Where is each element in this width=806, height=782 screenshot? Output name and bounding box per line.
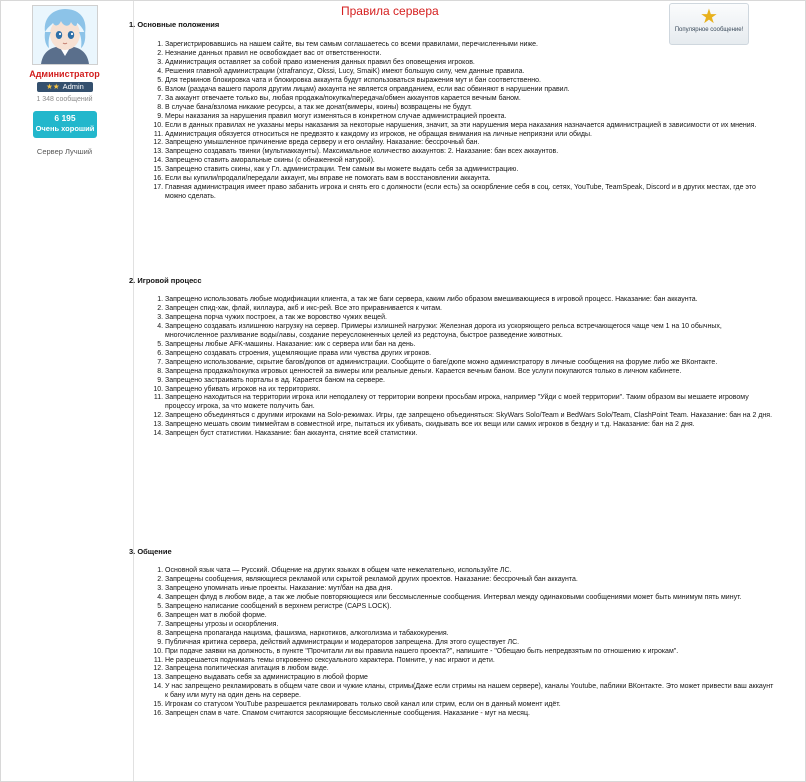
popular-post-badge: [669, 3, 749, 45]
rule-item: 5. Для терминов блокировка чата и блокировка аккаунта будут использоваться выражения мут и бан соответственно.: [165, 77, 777, 86]
rule-item: 9. Меры наказания за нарушения правил могут изменяться в конкретном случае администрацией проекта.: [165, 113, 777, 122]
rules-list: [149, 41, 777, 202]
reputation-value: 6 195: [54, 113, 76, 123]
rule-item: 16. Если вы купили/продали/передали аккаунт, мы вправе не помогать вам в восстановлении аккаунта.: [165, 175, 777, 184]
user-award: Сервер Лучший: [36, 147, 93, 156]
rule-item: 2. Незнание данных правил не освобождает вас от ответственности.: [165, 50, 777, 59]
rule-item: 3. Администрация оставляет за собой право изменения данных правил без оповещения игроков.: [165, 59, 777, 68]
rule-item: 4. Запрещено создавать излишнюю нагрузку на сервер. Примеры излишней нагрузки: Железная дорога из ускоряющего рельса встречающегося чаще чем 1 на 10 обычных, многочисленное разливание воды/лавы, создание переусложненных целей из редстоуна, быстрое разведение животных.: [165, 323, 777, 341]
rule-item: 1. Зарегистрировавшись на нашем сайте, вы тем самым соглашаетесь со всеми правилами, перечисленными ниже.: [165, 41, 777, 50]
user-group-badge: [37, 82, 93, 92]
section-heading: 3. Общение: [129, 547, 172, 556]
section-heading: 1. Основные положения: [129, 20, 220, 29]
rule-item: 12. Запрещено умышленное причинение вреда серверу и его онлайну. Наказание: бессрочный бан.: [165, 139, 777, 148]
rule-item: 13. Запрещено выдавать себя за администрацию в любой форме: [165, 674, 777, 683]
rule-item: 8. В случае бана/взлома никакие ресурсы, а так же донат(вимеры, коины) возвращены не будут.: [165, 104, 777, 113]
rule-item: 10. При подаче заявки на должность, в пункте "Прочитали ли вы правила нашего проекта?", напишите - "Обещаю быть непредвзятым по отношению к игрокам".: [165, 648, 777, 657]
star-icon: ★: [700, 6, 718, 28]
rule-item: 17. Главная администрация имеет право забанить игрока и снять его с должности (если есть) за оскорбление себя в соц. сетях, YouTube, TeamSpeak, Discord и в других местах, где это можно сделать.: [165, 184, 777, 202]
rule-item: 14. У нас запрещено рекламировать в общем чате свои и чужие кланы, стримы(Даже если стримы на нашем сервере), каналы Youtube, паблики ВКонтакте. Это может привести ваш аккаунт к бану или муту на один день на сервере.: [165, 683, 777, 701]
rule-item: 6. Запрещено создавать строения, ущемляющие права или чувства других игроков.: [165, 350, 777, 359]
rule-item: 4. Запрещен флуд в любом виде, а так же любые повторяющиеся или бессмысленные сообщения. Интервал между одинаковыми сообщениями может быть минимум пять минут.: [165, 594, 777, 603]
user-avatar[interactable]: [32, 5, 98, 65]
rule-item: 15. Запрещено ставить скины, как у Гл. администрации. Тем самым вы можете выдать себя за администрацию.: [165, 166, 777, 175]
rule-item: 15. Игрокам со статусом YouTube разрешается рекламировать только свой канал или стрим, если он в данный момент идёт.: [165, 701, 777, 710]
rule-item: 8. Запрещена пропаганда нацизма, фашизма, наркотиков, алкоголизма и табакокурения.: [165, 630, 777, 639]
section-heading: 2. Игровой процесс: [129, 276, 202, 285]
message-count: 1 348 сообщений: [36, 96, 93, 103]
rule-item: 11. Не разрешается поднимать темы откровенно сексуального характера. Помните, у нас играют и дети.: [165, 657, 777, 666]
rank-stars-icon: ★★: [46, 82, 60, 91]
rule-item: 1. Основной язык чата — Русский. Общение на других языках в общем чате нежелательно, используйте ЛС.: [165, 567, 777, 576]
rule-item: 10. Если в данных правилах не указаны меры наказания за некоторые нарушения, значит, за эти нарушения мера наказания назначается администрацией в зависимости от их мнения.: [165, 122, 777, 131]
rule-item: 5. Запрещено написание сообщений в верхнем регистре (CAPS LOCK).: [165, 603, 777, 612]
rule-item: 9. Запрещено застраивать порталы в ад. Карается баном на сервере.: [165, 377, 777, 386]
rule-item: 7. За аккаунт отвечаете только вы, любая продажа/покупка/передача/обмен аккаунтов карается вечным баном.: [165, 95, 777, 104]
rules-list: [149, 567, 777, 719]
rule-item: 2. Запрещены сообщения, являющиеся рекламой или скрытой рекламой других проектов. Наказание: бессрочный бан аккаунта.: [165, 576, 777, 585]
rule-item: 3. Запрещено упоминать иные проекты. Наказание: мут/бан на два дня.: [165, 585, 777, 594]
rule-item: 7. Запрещены угрозы и оскорбления.: [165, 621, 777, 630]
rule-item: 9. Публичная критика сервера, действий администрации и модераторов запрещена. Для этого существует ЛС.: [165, 639, 777, 648]
rule-item: 11. Запрещено находиться на территории игрока или неподалеку от территории вопреки просьбам игрока, например "Уйди с моей территории". Таким образом вы мешаете игровому процессу игрока, за что можете получить бан.: [165, 394, 777, 412]
username[interactable]: Администратор: [29, 69, 100, 79]
rule-item: 12. Запрещена политическая агитация в любом виде.: [165, 665, 777, 674]
rule-item: 14. Запрещен буст статистики. Наказание: бан аккаунта, снятие всей статистики.: [165, 430, 777, 439]
rule-item: 13. Запрещено мешать своим тиммейтам в совместной игре, пытаться их убивать, скидывать все их вещи или самих игроков в бездну и т.д. Наказание: бан на 2 дня.: [165, 421, 777, 430]
rule-item: 7. Запрещено использование, скрытие багов/дюпов от администрации. Сообщите о баге/дюпе можно администратору в личные сообщения на форуме либо же ВКонтакте.: [165, 359, 777, 368]
rule-item: 12. Запрещено объединяться с другими игроками на Solo-режимах. Игры, где запрещено объединяться: SkyWars Solo/Team и BedWars Solo/Team, ClashPoint Team. Наказание: бан на 2 дня.: [165, 412, 777, 421]
rules-list: [149, 296, 777, 439]
post-title: Правила сервера: [341, 4, 439, 18]
rule-item: 10. Запрещено убивать игроков на их территориях.: [165, 386, 777, 395]
rule-item: 1. Запрещено использовать любые модификации клиента, а так же баги сервера, каким либо образом вмешивающиеся в игровой процесс. Наказание: бан аккаунта.: [165, 296, 777, 305]
rule-item: 6. Взлом (раздача вашего пароля другим лицам) аккаунта не является оправданием, если вас обвиняют в нарушении правил.: [165, 86, 777, 95]
rule-item: 13. Запрещено создавать твинки (мультиаккаунты). Максимальное количество аккаунтов: 2. Наказание: бан всех аккаунтов.: [165, 148, 777, 157]
rule-item: 5. Запрещены любые AFK-машины. Наказание: кик с сервера или бан на день.: [165, 341, 777, 350]
rule-item: 3. Запрещена порча чужих построек, а так же воровство чужих вещей.: [165, 314, 777, 323]
rule-item: 8. Запрещена продажа/покупка игровых ценностей за вимеры или реальные деньги. Карается вечным баном. Все услуги покупаются только в личном кабинете.: [165, 368, 777, 377]
rule-item: 16. Запрещен спам в чате. Спамом считаются засоряющие бессмысленные сообщения. Наказание - мут на месяц.: [165, 710, 777, 719]
reputation-box[interactable]: [33, 111, 97, 138]
user-group-label: Admin: [62, 82, 84, 91]
rule-item: 4. Решения главной администрации (xtrafrancyz, Okssi, Lucy, SmaiK) имеют большую силу, чем данные правила.: [165, 68, 777, 77]
popular-post-label: Популярное сообщение!: [674, 27, 744, 33]
rule-item: 11. Администрация обязуется относиться не предвзято к каждому из игроков, не обращая внимания на личные неприязни или обиды.: [165, 131, 777, 140]
rule-item: 14. Запрещено ставить аморальные скины (с обнаженной натурой).: [165, 157, 777, 166]
reputation-label: Очень хороший: [35, 124, 95, 133]
rule-item: 6. Запрещен мат в любой форме.: [165, 612, 777, 621]
post-author-panel: [1, 1, 134, 781]
rule-item: 2. Запрещен спид-хак, флай, киллаура, акб и икс-рей. Все это приравнивается к читам.: [165, 305, 777, 314]
